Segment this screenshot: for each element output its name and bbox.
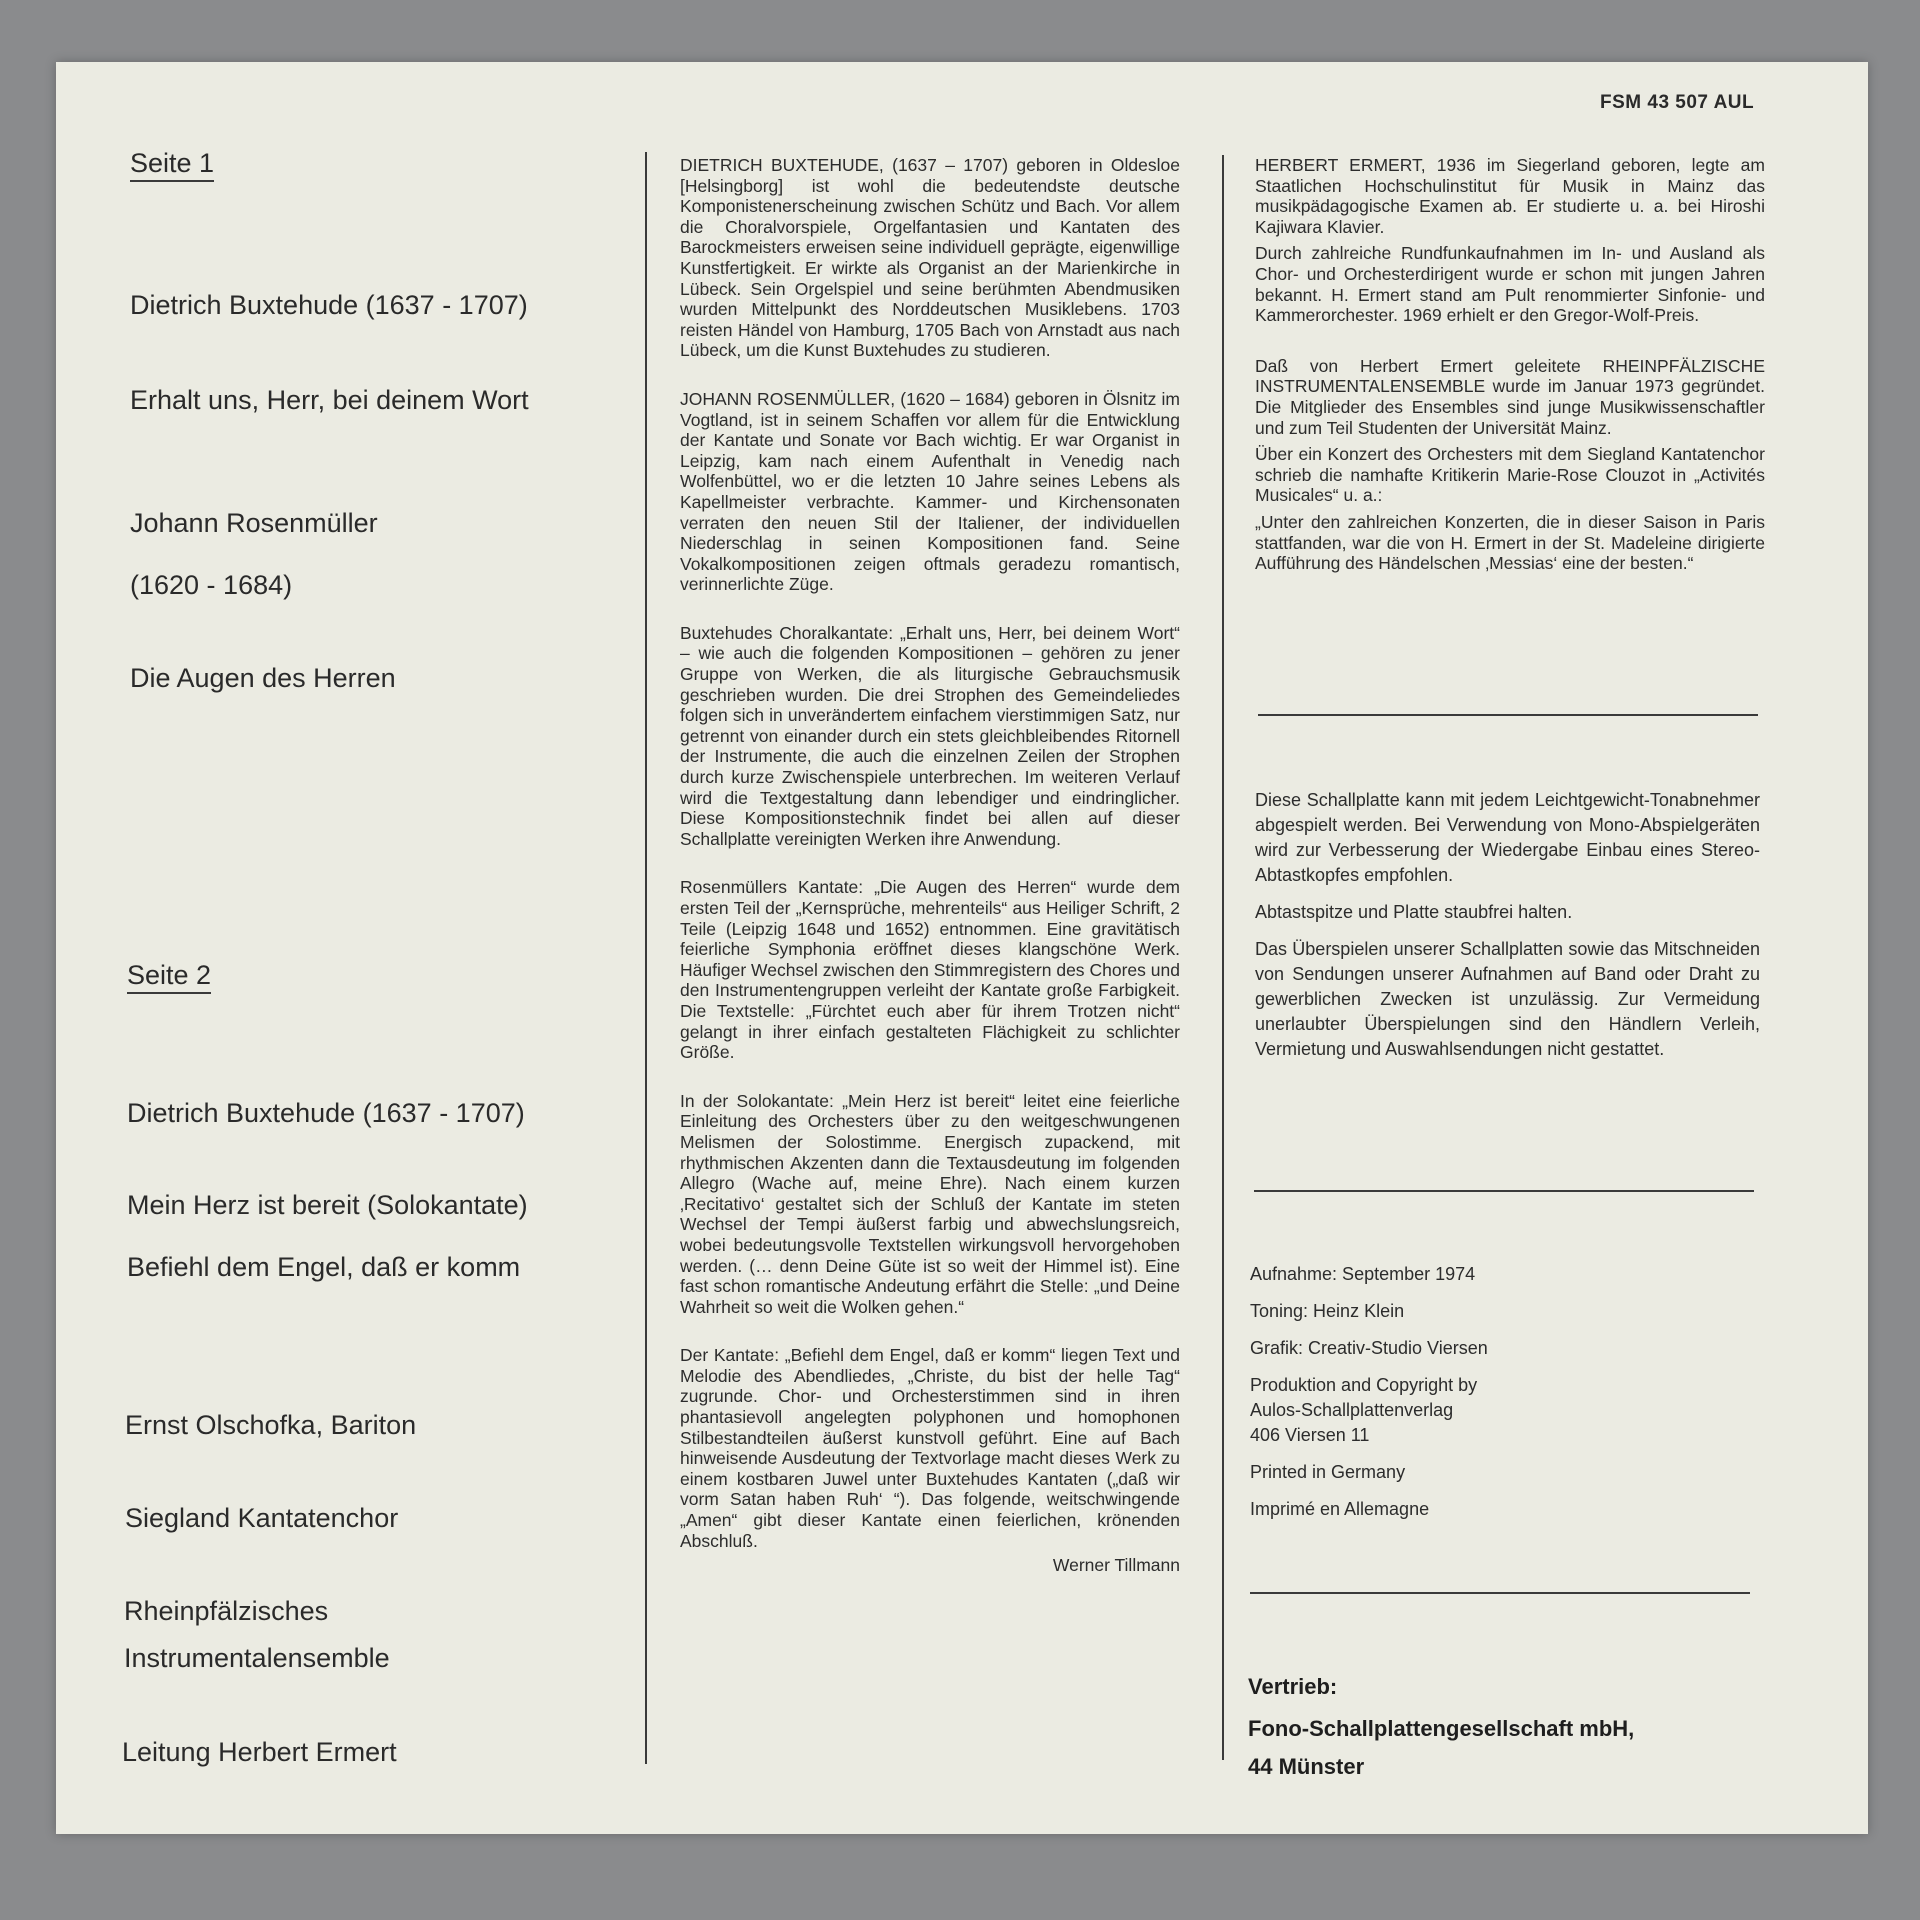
credit-production-line: 406 Viersen 11 <box>1250 1425 1370 1445</box>
program-side1-line: Die Augen des Herren <box>130 663 396 693</box>
credit-production-line: Produktion and Copyright by <box>1250 1375 1478 1395</box>
notes-paragraph: Der Kantate: „Befiehl dem Engel, daß er komm“ liegen Text und Melodie des Abendliedes, „Christe, du bist der helle Tag“ zugrunde. Chor- und Orchesterstimmen sind in ihren phantasievoll angelegten polyphonen und homophonen Stilbestandteilen äußerst kunstvoll geführt. Eine auf Bach hinweisende Ausdeutung der Textvorlage macht dieses Werk zu einem kostbaren Juwel unter Buxtehudes Kantaten („daß wir vorm Satan haben Ruh‘ “). Das folgende, weitschwingende „Amen“ gibt dieser Kantate einen feierlichen, krönenden Abschluß. <box>680 1345 1180 1551</box>
notes-paragraph: Buxtehudes Choralkantate: „Erhalt uns, Herr, bei deinem Wort“ – wie auch die folgenden Kompositionen – gehören zu jener Gruppe von Werken, die als liturgische Gebrauchsmusik geschrieben wurden. Die drei Strophen des Gemeindeliedes folgen sich in unverändertem einfachem vierstimmigen Satz, nur getrennt von einander durch ein stets gleichbleibendes Ritornell der Instrumente, die auch die einzelnen Zeilen der Strophen durch kurze Zwischenspiele unterbrechen. Im weiteren Verlauf wird die Textgestaltung dann lebendiger und eindringlicher. Diese Kompositionstechnik findet bei allen auf dieser Schallplatte vereinigten Werken ihre Anwendung. <box>680 622 1180 849</box>
liner-notes-column <box>680 155 1180 1576</box>
credit-graphics: Grafik: Creativ-Studio Viersen <box>1250 1338 1488 1358</box>
program-side1-line: Johann Rosenmüller <box>130 508 378 538</box>
performer-line: Rheinpfälzisches <box>124 1596 329 1626</box>
program-side1-line: (1620 - 1684) <box>130 570 293 600</box>
credits-block <box>1250 1262 1670 1534</box>
divider-rule <box>1250 1592 1750 1594</box>
divider-rule <box>1258 714 1758 716</box>
notice-paragraph: Abtastspitze und Platte staubfrei halten. <box>1255 902 1573 922</box>
divider-rule <box>1254 1190 1754 1192</box>
program-side2-line: Mein Herz ist bereit (Solokantate) <box>127 1190 528 1220</box>
program-side1-line: Erhalt uns, Herr, bei deinem Wort <box>130 385 529 415</box>
credit-printed: Printed in Germany <box>1250 1462 1406 1482</box>
playback-notice <box>1255 788 1760 1074</box>
bio-paragraph: Durch zahlreiche Rundfunkaufnahmen im In- und Ausland als Chor- und Orchesterdirigent wurde er schon mit jungen Jahren bekannt. H. Ermert stand am Pult renommierter Sinfonie- und Kammerorchester. 1969 erhielt er den Gregor-Wolf-Preis. <box>1255 243 1765 326</box>
performer-line: Leitung Herbert Ermert <box>122 1737 397 1767</box>
bio-paragraph: Über ein Konzert des Orchesters mit dem Siegland Kantatenchor schrieb die namhafte Kritikerin Marie-Rose Clouzot in „Activités Musicales“ u. a.: <box>1255 444 1765 506</box>
biography-column <box>1255 155 1765 580</box>
program-side2-line: Dietrich Buxtehude (1637 - 1707) <box>127 1098 525 1128</box>
notes-paragraph: Rosenmüllers Kantate: „Die Augen des Herren“ wurde dem ersten Teil der „Kernsprüche, mehrenteils“ aus Heiliger Schrift, 2 Teile (Leipzig 1648 und 1652) entnommen. Eine gravitätisch feierliche Symphonia eröffnet dieses klangschöne Werk. Häufiger Wechsel zwischen den Stimmregistern des Chores und den Instrumentengruppen verleiht der Kantate große Farbigkeit. Die Textstelle: „Fürchtet euch aber für ihrem Trotzen nicht“ gelangt in ihrer einfach gestalteten Flächigkeit zu schlichter Größe. <box>680 877 1180 1063</box>
performer-line: Ernst Olschofka, Bariton <box>125 1410 417 1440</box>
distribution-block <box>1248 1668 1768 1786</box>
notice-paragraph: Diese Schallplatte kann mit jedem Leichtgewicht-Tonabnehmer abgespielt werden. Bei Verwendung von Mono-Abspielgeräten wird zur Verbesserung der Wiedergabe Einbau eines Stereo-Abtastkopfes empfohlen. <box>1255 790 1760 885</box>
column-divider-left <box>645 152 647 1764</box>
credit-sound: Toning: Heinz Klein <box>1250 1301 1405 1321</box>
notice-paragraph: Das Überspielen unserer Schallplatten sowie das Mitschneiden von Sendungen unserer Aufnahmen auf Band oder Draht zu gewerblichen Zwecken ist unzulässig. Zur Vermeidung unerlaubter Überspielungen sind den Händlern Verleih, Vermietung und Auswahlsendungen nicht gestattet. <box>1255 939 1760 1059</box>
catalog-number: FSM 43 507 AUL <box>1600 92 1755 113</box>
distribution-city: 44 Münster <box>1248 1754 1365 1779</box>
performer-line: Instrumentalensemble <box>124 1643 390 1673</box>
bio-paragraph: „Unter den zahlreichen Konzerten, die in dieser Saison in Paris stattfanden, war die von H. Ermert in der St. Madeleine dirigierte Aufführung des Händelschen ‚Messias‘ eine der besten.“ <box>1255 511 1765 574</box>
credit-imprime: Imprimé en Allemagne <box>1250 1499 1430 1519</box>
side1-label: Seite 1 <box>130 148 214 182</box>
credit-recording: Aufnahme: September 1974 <box>1250 1264 1476 1284</box>
notes-paragraph: In der Solokantate: „Mein Herz ist bereit“ leitet eine feierliche Einleitung des Orchesters über zu den weitgeschwungenen Melismen der Solostimme. Energisch zupackend, mit rhythmischen Akzenten dann die Textausdeutung im folgenden Allegro (Wache auf, meine Ehre). Nach einem kurzen ‚Recitativo‘ gestaltet sich der Schluß der Kantate im steten Wechsel der Tempi äußerst farbig und abwechslungsreich, wobei bedeutungsvolle Textstellen wirkungsvoll hervorgehoben werden. (… denn Deine Güte ist so weit der Himmel ist). Eine fast schon romantische Andeutung erfährt die Stelle: „und Deine Wahrheit so weit die Wolken gehen.“ <box>680 1090 1180 1317</box>
program-side1-line: Dietrich Buxtehude (1637 - 1707) <box>130 290 528 320</box>
bio-paragraph: Daß von Herbert Ermert geleitete RHEINPFÄLZISCHE INSTRUMENTALENSEMBLE wurde im Januar 1973 gegründet. Die Mitglieder des Ensembles sind junge Musikwissenschaftler und zum Teil Studenten der Universität Mainz. <box>1255 355 1765 438</box>
notes-paragraph: JOHANN ROSENMÜLLER, (1620 – 1684) geboren in Ölsnitz im Vogtland, ist in seinem Schaffen vor allem für die Entwicklung der Kantate und Sonate vor Bach wichtig. Er war Organist in Leipzig, kam nach einem Aufenthalt in Venedig nach Wolfenbüttel, wo er die letzten 10 Jahre seines Lebens als Kapellmeister verbrachte. Kammer- und Kirchensonaten verraten den neuen Stil der Italiener, der individuellen Niederschlag in seinen Kompositionen fand. Seine Vokalkompositionen zeigen oftmals geradezu romantisch, verinnerlichte Züge. <box>680 388 1180 595</box>
distribution-company: Fono-Schallplattengesellschaft mbH, <box>1248 1716 1635 1741</box>
credit-production-line: Aulos-Schallplattenverlag <box>1250 1400 1454 1420</box>
distribution-label: Vertrieb: <box>1248 1674 1338 1699</box>
program-side2-line: Befiehl dem Engel, daß er komm <box>127 1252 521 1282</box>
bio-paragraph: HERBERT ERMERT, 1936 im Siegerland geboren, legte am Staatlichen Hochschulinstitut für Musik in Mainz das musikpädagogische Examen ab. Er studierte u. a. bei Hiroshi Kajiwara Klavier. <box>1255 155 1765 237</box>
performer-line: Siegland Kantatenchor <box>125 1503 399 1533</box>
side2-label: Seite 2 <box>127 960 211 994</box>
notes-author: Werner Tillmann <box>1052 1555 1180 1576</box>
column-divider-right <box>1222 155 1224 1760</box>
notes-paragraph: DIETRICH BUXTEHUDE, (1637 – 1707) geboren in Oldesloe [Helsingborg] ist wohl die bedeutendste deutsche Komponistenerscheinung zwischen Schütz und Bach. Vor allem die Choralvorspiele, Orgelfantasien und Kantaten des Barockmeisters erweisen seine individuell geprägte, eigenwillige Kunstfertigkeit. Er wirkte als Organist an der Marienkirche in Lübeck. Sein Orgelspiel und seine berühmten Abendmusiken wurden Mittelpunkt des Norddeutschen Musiklebens. 1703 reisten Händel von Hamburg, 1705 Bach von Arnstadt aus nach Lübeck, um die Kunst Buxtehudes zu studieren. <box>680 155 1180 361</box>
